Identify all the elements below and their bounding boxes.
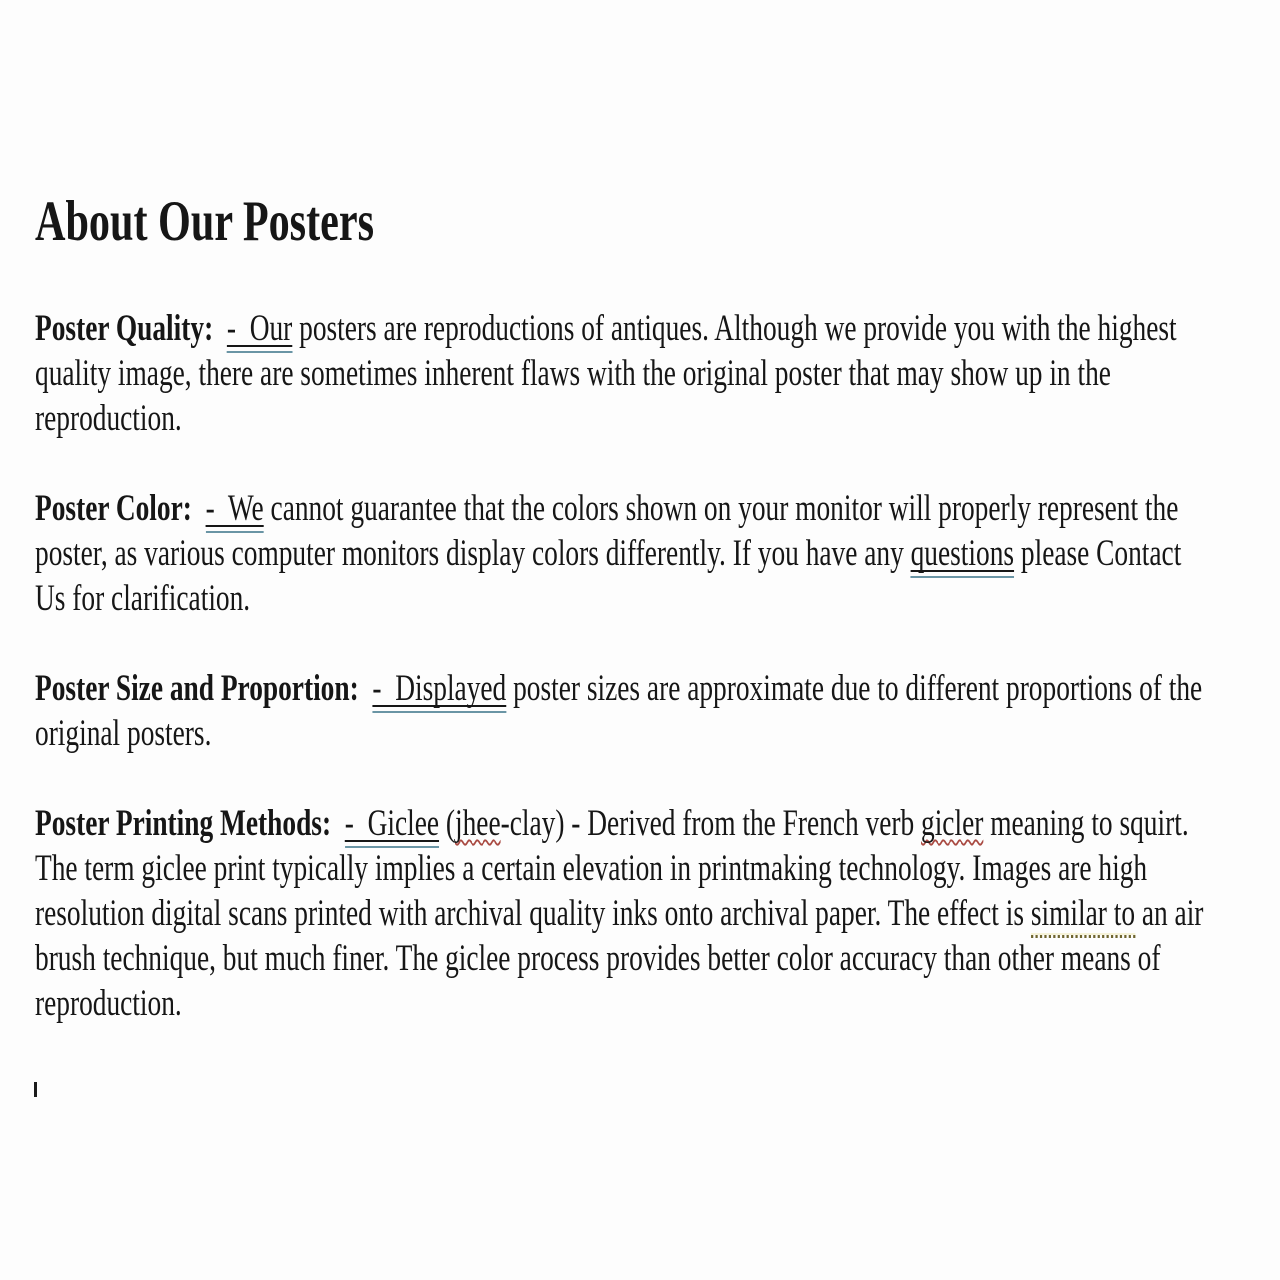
body-text — [359, 668, 373, 709]
inline-link[interactable]: - Displayed — [372, 668, 506, 713]
paragraph — [35, 801, 1210, 1026]
section-label: Poster Color: — [35, 488, 192, 529]
section-label: Poster Size and Proportion: — [35, 668, 359, 709]
body-text — [192, 488, 206, 529]
body-text: -clay) - Derived from the French verb — [500, 803, 922, 844]
paragraph — [35, 666, 1210, 756]
misspelled-word: gicler — [921, 803, 984, 844]
paragraphs — [35, 306, 1210, 1026]
inline-link[interactable]: questions — [911, 533, 1014, 578]
page-title: About Our Posters — [35, 190, 375, 253]
inline-link[interactable]: - We — [206, 488, 264, 533]
body-text: meaning to squirt. The term giclee print typically implies a certain elevation in printmaking technology. Images are high resolution digital scans printed with archival quality inks onto archival paper. The effect is — [35, 803, 1196, 934]
body-text: ( — [439, 803, 455, 844]
inline-link[interactable]: - Our — [227, 308, 292, 353]
text-cursor — [34, 1082, 37, 1097]
body-text: cannot guarantee that the colors shown on your monitor will properly represent the poster, as various computer monitors display colors differently. If you have any — [35, 488, 1186, 574]
misspelled-word: jhee — [454, 803, 501, 844]
section-label: Poster Printing Methods: — [35, 803, 332, 844]
section-label: Poster Quality: — [35, 308, 214, 349]
inline-link[interactable]: - Giclee — [345, 803, 439, 848]
paragraph — [35, 306, 1210, 441]
body-text: posters are reproductions of antiques. Although we provide you with the highest quality image, there are sometimes inherent flaws with the original poster that may show up in the reproduction. — [35, 308, 1184, 439]
style-suggestion: similar to — [1031, 893, 1135, 938]
paragraph — [35, 486, 1210, 621]
body-text — [213, 308, 227, 349]
body-text: an air brush technique, but much finer. The giclee process provides better color accuracy than other means of reproduction. — [35, 893, 1211, 1024]
document-body — [35, 0, 1210, 1026]
body-text — [331, 803, 345, 844]
body-text: poster sizes are approximate due to different proportions of the original posters. — [35, 668, 1210, 754]
body-text: please Contact Us for clarification. — [35, 533, 1189, 619]
